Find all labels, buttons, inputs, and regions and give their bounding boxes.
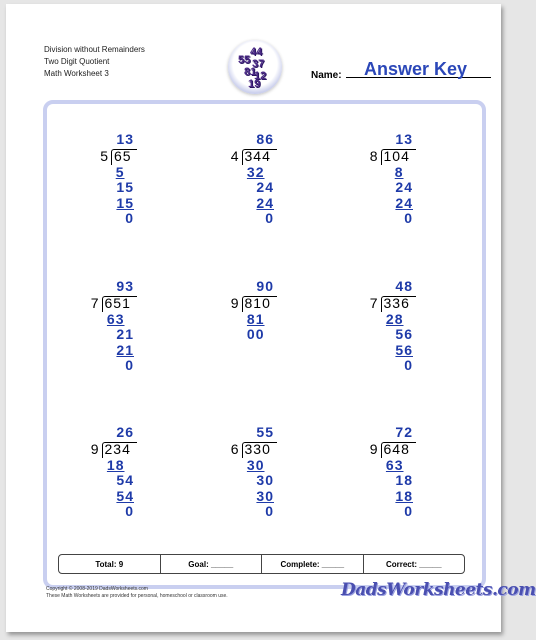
logo-glyph: 55 <box>238 54 251 66</box>
remainder-step: 0 <box>404 503 413 519</box>
worksheet-page <box>6 4 536 632</box>
logo-glyph: 12 <box>254 70 267 82</box>
dividend: 344 <box>244 148 271 164</box>
logo-glyph: 37 <box>252 58 265 70</box>
subtraction-step: 54 <box>116 487 134 504</box>
subtraction-step: 5 <box>115 163 125 180</box>
complete-cell[interactable]: Complete: _____ <box>262 555 364 573</box>
remainder-step: 15 <box>116 179 134 195</box>
quotient: 86 <box>256 131 274 147</box>
subtraction-step: 24 <box>256 194 274 211</box>
remainder-step: 56 <box>395 326 413 342</box>
divisor: 7 <box>369 295 379 311</box>
remainder-step: 0 <box>125 503 134 519</box>
divisor: 8 <box>369 148 379 164</box>
subtraction-step: 15 <box>116 194 134 211</box>
divisor: 5 <box>100 148 109 164</box>
quotient: 55 <box>256 424 274 440</box>
remainder-step: 0 <box>125 357 134 373</box>
divisor: 9 <box>90 441 100 457</box>
divisor: 6 <box>230 441 240 457</box>
worksheet-subtitle: Two Digit Quotient <box>44 57 110 66</box>
goal-cell[interactable]: Goal: _____ <box>161 555 263 573</box>
quotient: 48 <box>395 278 413 294</box>
divisor: 7 <box>90 295 100 311</box>
subtraction-step: 28 <box>385 310 404 327</box>
dividend: 810 <box>244 295 271 311</box>
subtraction-step: 21 <box>116 341 134 358</box>
brand-logo[interactable]: DadsWorksheets.com <box>341 580 536 600</box>
subtraction-step: 30 <box>246 456 265 473</box>
worksheet-header <box>44 44 145 80</box>
quotient: 93 <box>116 278 134 294</box>
subtraction-step: 18 <box>106 456 125 473</box>
name-label: Name: <box>311 70 342 81</box>
subtraction-step: 63 <box>385 456 404 473</box>
score-footer <box>58 554 465 574</box>
dividend: 330 <box>244 441 271 457</box>
remainder-step: 00 <box>246 326 265 342</box>
subtraction-step: 18 <box>395 487 413 504</box>
subtraction-step: 24 <box>395 194 413 211</box>
subtraction-step: 32 <box>246 163 265 180</box>
divisor: 9 <box>369 441 379 457</box>
subtraction-step: 81 <box>246 310 265 327</box>
logo-glyph: 81 <box>244 66 257 78</box>
remainder-step: 54 <box>116 472 134 488</box>
quotient: 13 <box>395 131 413 147</box>
dividend: 648 <box>383 441 410 457</box>
remainder-step: 24 <box>395 179 413 195</box>
quotient: 72 <box>395 424 413 440</box>
remainder-step: 0 <box>404 210 413 226</box>
copyright-notice <box>46 586 228 600</box>
dividend: 651 <box>104 295 131 311</box>
subtraction-step: 30 <box>256 487 274 504</box>
remainder-step: 18 <box>395 472 413 488</box>
subtraction-step: 63 <box>106 310 125 327</box>
remainder-step: 0 <box>265 210 274 226</box>
copyright-line: Copyright © 2008-2019 DadsWorksheets.com <box>46 586 148 592</box>
remainder-step: 24 <box>256 179 274 195</box>
logo-badge-icon <box>228 40 282 94</box>
quotient: 26 <box>116 424 134 440</box>
dividend: 234 <box>104 441 131 457</box>
quotient: 13 <box>116 131 134 147</box>
remainder-step: 0 <box>404 357 413 373</box>
answer-key-title: Answer Key <box>364 59 468 79</box>
dividend: 65 <box>114 148 132 164</box>
divisor: 4 <box>230 148 240 164</box>
correct-cell[interactable]: Correct: _____ <box>385 559 442 569</box>
subtraction-step: 56 <box>395 341 413 358</box>
remainder-step: 30 <box>256 472 274 488</box>
logo-glyph: 19 <box>248 78 261 90</box>
quotient: 90 <box>256 278 274 294</box>
worksheet-title: Division without Remainders <box>44 45 145 54</box>
total-cell: Total: 9 <box>59 555 161 573</box>
remainder-step: 21 <box>116 326 134 342</box>
subtraction-step: 8 <box>394 163 404 180</box>
logo-number-stack <box>236 46 274 88</box>
remainder-step: 0 <box>125 210 134 226</box>
logo-glyph: 44 <box>250 46 263 58</box>
divisor: 9 <box>230 295 240 311</box>
usage-line: These Math Worksheets are provided for personal, homeschool or classroom use. <box>46 593 228 599</box>
remainder-step: 0 <box>265 503 274 519</box>
dividend: 104 <box>383 148 410 164</box>
worksheet-number: Math Worksheet 3 <box>44 69 109 78</box>
dividend: 336 <box>383 295 410 311</box>
